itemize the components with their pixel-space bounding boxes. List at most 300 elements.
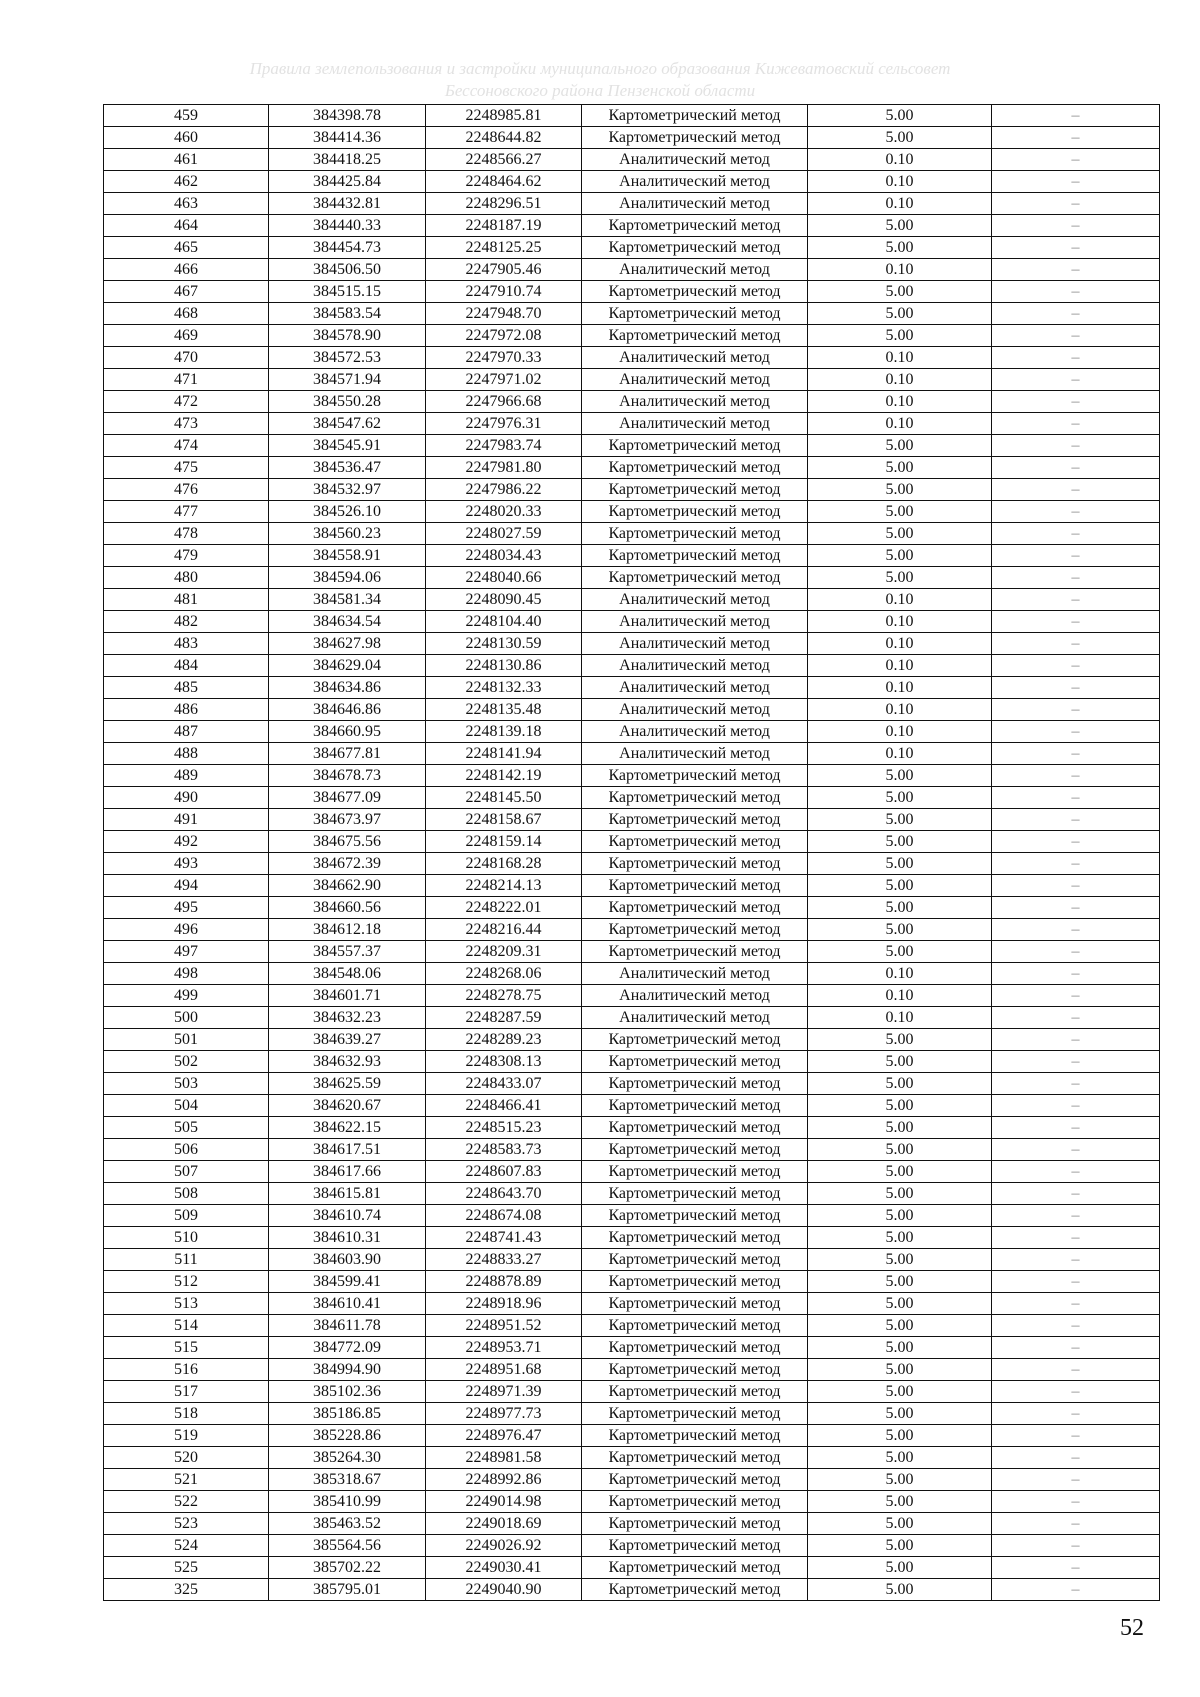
method-cell: Картометрический метод — [582, 479, 808, 501]
point-number-cell: 481 — [104, 589, 269, 611]
note-cell: – — [992, 281, 1160, 303]
note-cell: – — [992, 941, 1160, 963]
note-cell: – — [992, 193, 1160, 215]
y-coordinate-cell: 2247910.74 — [426, 281, 582, 303]
x-coordinate-cell: 384634.54 — [269, 611, 426, 633]
y-coordinate-cell: 2248104.40 — [426, 611, 582, 633]
table-body — [104, 105, 1160, 1601]
note-cell: – — [992, 457, 1160, 479]
method-cell: Картометрический метод — [582, 215, 808, 237]
table-row — [104, 853, 1160, 875]
note-cell: – — [992, 1227, 1160, 1249]
note-cell: – — [992, 347, 1160, 369]
accuracy-cell: 5.00 — [808, 1557, 992, 1579]
method-cell: Картометрический метод — [582, 237, 808, 259]
x-coordinate-cell: 384578.90 — [269, 325, 426, 347]
point-number-cell: 523 — [104, 1513, 269, 1535]
note-cell: – — [992, 1337, 1160, 1359]
note-cell: – — [992, 897, 1160, 919]
point-number-cell: 518 — [104, 1403, 269, 1425]
method-cell: Картометрический метод — [582, 941, 808, 963]
table-row — [104, 1381, 1160, 1403]
table-row — [104, 787, 1160, 809]
table-row — [104, 127, 1160, 149]
y-coordinate-cell: 2249026.92 — [426, 1535, 582, 1557]
note-cell: – — [992, 853, 1160, 875]
table-row — [104, 567, 1160, 589]
y-coordinate-cell: 2248607.83 — [426, 1161, 582, 1183]
y-coordinate-cell: 2248214.13 — [426, 875, 582, 897]
y-coordinate-cell: 2248308.13 — [426, 1051, 582, 1073]
y-coordinate-cell: 2248583.73 — [426, 1139, 582, 1161]
x-coordinate-cell: 384660.56 — [269, 897, 426, 919]
y-coordinate-cell: 2248289.23 — [426, 1029, 582, 1051]
method-cell: Картометрический метод — [582, 1161, 808, 1183]
point-number-cell: 459 — [104, 105, 269, 127]
x-coordinate-cell: 384532.97 — [269, 479, 426, 501]
page-number: 52 — [1120, 1615, 1144, 1641]
y-coordinate-cell: 2248145.50 — [426, 787, 582, 809]
accuracy-cell: 5.00 — [808, 1315, 992, 1337]
note-cell: – — [992, 1205, 1160, 1227]
method-cell: Аналитический метод — [582, 369, 808, 391]
y-coordinate-cell: 2247986.22 — [426, 479, 582, 501]
note-cell: – — [992, 831, 1160, 853]
accuracy-cell: 0.10 — [808, 259, 992, 281]
point-number-cell: 482 — [104, 611, 269, 633]
point-number-cell: 478 — [104, 523, 269, 545]
point-number-cell: 506 — [104, 1139, 269, 1161]
note-cell: – — [992, 1315, 1160, 1337]
note-cell: – — [992, 699, 1160, 721]
y-coordinate-cell: 2248130.59 — [426, 633, 582, 655]
x-coordinate-cell: 384675.56 — [269, 831, 426, 853]
accuracy-cell: 0.10 — [808, 1007, 992, 1029]
y-coordinate-cell: 2247983.74 — [426, 435, 582, 457]
x-coordinate-cell: 385264.30 — [269, 1447, 426, 1469]
y-coordinate-cell: 2248464.62 — [426, 171, 582, 193]
x-coordinate-cell: 384557.37 — [269, 941, 426, 963]
y-coordinate-cell: 2248918.96 — [426, 1293, 582, 1315]
y-coordinate-cell: 2249018.69 — [426, 1513, 582, 1535]
accuracy-cell: 5.00 — [808, 941, 992, 963]
method-cell: Картометрический метод — [582, 523, 808, 545]
table-row — [104, 325, 1160, 347]
point-number-cell: 461 — [104, 149, 269, 171]
y-coordinate-cell: 2248951.68 — [426, 1359, 582, 1381]
note-cell: – — [992, 1513, 1160, 1535]
y-coordinate-cell: 2248125.25 — [426, 237, 582, 259]
table-row — [104, 413, 1160, 435]
table-row — [104, 1491, 1160, 1513]
method-cell: Картометрический метод — [582, 1315, 808, 1337]
note-cell: – — [992, 523, 1160, 545]
x-coordinate-cell: 384673.97 — [269, 809, 426, 831]
accuracy-cell: 5.00 — [808, 1117, 992, 1139]
point-number-cell: 516 — [104, 1359, 269, 1381]
x-coordinate-cell: 384610.31 — [269, 1227, 426, 1249]
y-coordinate-cell: 2248130.86 — [426, 655, 582, 677]
accuracy-cell: 5.00 — [808, 1249, 992, 1271]
table-row — [104, 1469, 1160, 1491]
x-coordinate-cell: 384611.78 — [269, 1315, 426, 1337]
note-cell: – — [992, 919, 1160, 941]
y-coordinate-cell: 2249014.98 — [426, 1491, 582, 1513]
method-cell: Аналитический метод — [582, 721, 808, 743]
table-row — [104, 1447, 1160, 1469]
point-number-cell: 465 — [104, 237, 269, 259]
y-coordinate-cell: 2247970.33 — [426, 347, 582, 369]
point-number-cell: 473 — [104, 413, 269, 435]
x-coordinate-cell: 384610.41 — [269, 1293, 426, 1315]
method-cell: Картометрический метод — [582, 1469, 808, 1491]
method-cell: Картометрический метод — [582, 1095, 808, 1117]
y-coordinate-cell: 2247966.68 — [426, 391, 582, 413]
table-row — [104, 1007, 1160, 1029]
x-coordinate-cell: 384612.18 — [269, 919, 426, 941]
table-row — [104, 919, 1160, 941]
accuracy-cell: 5.00 — [808, 919, 992, 941]
y-coordinate-cell: 2248951.52 — [426, 1315, 582, 1337]
coordinates-table — [103, 104, 1160, 1601]
note-cell: – — [992, 1271, 1160, 1293]
accuracy-cell: 5.00 — [808, 1073, 992, 1095]
x-coordinate-cell: 384627.98 — [269, 633, 426, 655]
note-cell: – — [992, 1029, 1160, 1051]
x-coordinate-cell: 385102.36 — [269, 1381, 426, 1403]
accuracy-cell: 5.00 — [808, 479, 992, 501]
table-row — [104, 1271, 1160, 1293]
y-coordinate-cell: 2248216.44 — [426, 919, 582, 941]
y-coordinate-cell: 2248222.01 — [426, 897, 582, 919]
method-cell: Картометрический метод — [582, 545, 808, 567]
y-coordinate-cell: 2248981.58 — [426, 1447, 582, 1469]
table-row — [104, 1579, 1160, 1601]
table-row — [104, 1425, 1160, 1447]
accuracy-cell: 0.10 — [808, 171, 992, 193]
x-coordinate-cell: 384625.59 — [269, 1073, 426, 1095]
accuracy-cell: 5.00 — [808, 567, 992, 589]
method-cell: Картометрический метод — [582, 765, 808, 787]
accuracy-cell: 5.00 — [808, 325, 992, 347]
accuracy-cell: 5.00 — [808, 831, 992, 853]
method-cell: Картометрический метод — [582, 1139, 808, 1161]
table-row — [104, 1095, 1160, 1117]
x-coordinate-cell: 384594.06 — [269, 567, 426, 589]
point-number-cell: 500 — [104, 1007, 269, 1029]
point-number-cell: 460 — [104, 127, 269, 149]
y-coordinate-cell: 2247972.08 — [426, 325, 582, 347]
point-number-cell: 485 — [104, 677, 269, 699]
x-coordinate-cell: 384601.71 — [269, 985, 426, 1007]
table-row — [104, 633, 1160, 655]
accuracy-cell: 0.10 — [808, 743, 992, 765]
note-cell: – — [992, 413, 1160, 435]
x-coordinate-cell: 384617.51 — [269, 1139, 426, 1161]
note-cell: – — [992, 479, 1160, 501]
accuracy-cell: 5.00 — [808, 1029, 992, 1051]
note-cell: – — [992, 1139, 1160, 1161]
note-cell: – — [992, 391, 1160, 413]
table-row — [104, 1139, 1160, 1161]
point-number-cell: 519 — [104, 1425, 269, 1447]
accuracy-cell: 5.00 — [808, 1161, 992, 1183]
table-row — [104, 875, 1160, 897]
x-coordinate-cell: 384583.54 — [269, 303, 426, 325]
note-cell: – — [992, 567, 1160, 589]
method-cell: Картометрический метод — [582, 809, 808, 831]
point-number-cell: 466 — [104, 259, 269, 281]
point-number-cell: 474 — [104, 435, 269, 457]
point-number-cell: 468 — [104, 303, 269, 325]
y-coordinate-cell: 2248515.23 — [426, 1117, 582, 1139]
point-number-cell: 507 — [104, 1161, 269, 1183]
point-number-cell: 462 — [104, 171, 269, 193]
table-row — [104, 1293, 1160, 1315]
accuracy-cell: 0.10 — [808, 413, 992, 435]
x-coordinate-cell: 384617.66 — [269, 1161, 426, 1183]
point-number-cell: 467 — [104, 281, 269, 303]
accuracy-cell: 0.10 — [808, 963, 992, 985]
accuracy-cell: 5.00 — [808, 765, 992, 787]
table-row — [104, 831, 1160, 853]
table-row — [104, 1205, 1160, 1227]
x-coordinate-cell: 384599.41 — [269, 1271, 426, 1293]
point-number-cell: 496 — [104, 919, 269, 941]
method-cell: Аналитический метод — [582, 963, 808, 985]
point-number-cell: 463 — [104, 193, 269, 215]
note-cell: – — [992, 237, 1160, 259]
y-coordinate-cell: 2248027.59 — [426, 523, 582, 545]
point-number-cell: 505 — [104, 1117, 269, 1139]
x-coordinate-cell: 384677.09 — [269, 787, 426, 809]
method-cell: Картометрический метод — [582, 1447, 808, 1469]
note-cell: – — [992, 1579, 1160, 1601]
y-coordinate-cell: 2247976.31 — [426, 413, 582, 435]
table-row — [104, 1183, 1160, 1205]
point-number-cell: 491 — [104, 809, 269, 831]
point-number-cell: 520 — [104, 1447, 269, 1469]
accuracy-cell: 5.00 — [808, 1227, 992, 1249]
accuracy-cell: 5.00 — [808, 1425, 992, 1447]
accuracy-cell: 5.00 — [808, 545, 992, 567]
y-coordinate-cell: 2248878.89 — [426, 1271, 582, 1293]
table-row — [104, 699, 1160, 721]
accuracy-cell: 5.00 — [808, 1095, 992, 1117]
x-coordinate-cell: 385228.86 — [269, 1425, 426, 1447]
table-row — [104, 1337, 1160, 1359]
x-coordinate-cell: 384629.04 — [269, 655, 426, 677]
point-number-cell: 493 — [104, 853, 269, 875]
y-coordinate-cell: 2248466.41 — [426, 1095, 582, 1117]
accuracy-cell: 5.00 — [808, 1535, 992, 1557]
table-row — [104, 1117, 1160, 1139]
x-coordinate-cell: 384615.81 — [269, 1183, 426, 1205]
accuracy-cell: 5.00 — [808, 457, 992, 479]
x-coordinate-cell: 384425.84 — [269, 171, 426, 193]
method-cell: Картометрический метод — [582, 1183, 808, 1205]
y-coordinate-cell: 2248268.06 — [426, 963, 582, 985]
y-coordinate-cell: 2248159.14 — [426, 831, 582, 853]
method-cell: Картометрический метод — [582, 1051, 808, 1073]
point-number-cell: 497 — [104, 941, 269, 963]
y-coordinate-cell: 2247948.70 — [426, 303, 582, 325]
table-row — [104, 941, 1160, 963]
method-cell: Аналитический метод — [582, 193, 808, 215]
point-number-cell: 469 — [104, 325, 269, 347]
x-coordinate-cell: 384603.90 — [269, 1249, 426, 1271]
y-coordinate-cell: 2248674.08 — [426, 1205, 582, 1227]
point-number-cell: 501 — [104, 1029, 269, 1051]
table-row — [104, 545, 1160, 567]
y-coordinate-cell: 2248566.27 — [426, 149, 582, 171]
accuracy-cell: 5.00 — [808, 787, 992, 809]
x-coordinate-cell: 384414.36 — [269, 127, 426, 149]
y-coordinate-cell: 2248209.31 — [426, 941, 582, 963]
method-cell: Картометрический метод — [582, 325, 808, 347]
note-cell: – — [992, 1491, 1160, 1513]
method-cell: Картометрический метод — [582, 1513, 808, 1535]
method-cell: Картометрический метод — [582, 1491, 808, 1513]
table-row — [104, 1557, 1160, 1579]
table-row — [104, 611, 1160, 633]
accuracy-cell: 5.00 — [808, 281, 992, 303]
note-cell: – — [992, 721, 1160, 743]
point-number-cell: 483 — [104, 633, 269, 655]
table-row — [104, 1535, 1160, 1557]
method-cell: Аналитический метод — [582, 743, 808, 765]
y-coordinate-cell: 2248158.67 — [426, 809, 582, 831]
point-number-cell: 472 — [104, 391, 269, 413]
y-coordinate-cell: 2248644.82 — [426, 127, 582, 149]
method-cell: Аналитический метод — [582, 699, 808, 721]
point-number-cell: 484 — [104, 655, 269, 677]
accuracy-cell: 5.00 — [808, 809, 992, 831]
accuracy-cell: 0.10 — [808, 677, 992, 699]
table-row — [104, 1513, 1160, 1535]
accuracy-cell: 5.00 — [808, 1183, 992, 1205]
point-number-cell: 510 — [104, 1227, 269, 1249]
method-cell: Картометрический метод — [582, 457, 808, 479]
y-coordinate-cell: 2248187.19 — [426, 215, 582, 237]
method-cell: Аналитический метод — [582, 677, 808, 699]
note-cell: – — [992, 1359, 1160, 1381]
header-line-1: Правила землепользования и застройки муниципального образования Кижеватовский сельсовет — [249, 59, 951, 78]
y-coordinate-cell: 2248034.43 — [426, 545, 582, 567]
table-row — [104, 1403, 1160, 1425]
x-coordinate-cell: 384571.94 — [269, 369, 426, 391]
note-cell: – — [992, 501, 1160, 523]
accuracy-cell: 5.00 — [808, 1293, 992, 1315]
note-cell: – — [992, 325, 1160, 347]
accuracy-cell: 0.10 — [808, 611, 992, 633]
point-number-cell: 489 — [104, 765, 269, 787]
table-row — [104, 237, 1160, 259]
point-number-cell: 513 — [104, 1293, 269, 1315]
x-coordinate-cell: 384560.23 — [269, 523, 426, 545]
point-number-cell: 525 — [104, 1557, 269, 1579]
table-row — [104, 897, 1160, 919]
table-row — [104, 655, 1160, 677]
method-cell: Картометрический метод — [582, 1117, 808, 1139]
accuracy-cell: 5.00 — [808, 523, 992, 545]
note-cell: – — [992, 633, 1160, 655]
accuracy-cell: 5.00 — [808, 127, 992, 149]
table-row — [104, 1227, 1160, 1249]
table-row — [104, 1073, 1160, 1095]
x-coordinate-cell: 384526.10 — [269, 501, 426, 523]
x-coordinate-cell: 384622.15 — [269, 1117, 426, 1139]
table-row — [104, 589, 1160, 611]
note-cell: – — [992, 1183, 1160, 1205]
table-row — [104, 369, 1160, 391]
method-cell: Картометрический метод — [582, 1337, 808, 1359]
accuracy-cell: 0.10 — [808, 985, 992, 1007]
method-cell: Аналитический метод — [582, 347, 808, 369]
note-cell: – — [992, 589, 1160, 611]
x-coordinate-cell: 384639.27 — [269, 1029, 426, 1051]
note-cell: – — [992, 1403, 1160, 1425]
note-cell: – — [992, 1073, 1160, 1095]
y-coordinate-cell: 2248168.28 — [426, 853, 582, 875]
y-coordinate-cell: 2248992.86 — [426, 1469, 582, 1491]
accuracy-cell: 5.00 — [808, 501, 992, 523]
note-cell: – — [992, 369, 1160, 391]
table-row — [104, 1315, 1160, 1337]
table-row — [104, 435, 1160, 457]
x-coordinate-cell: 385186.85 — [269, 1403, 426, 1425]
accuracy-cell: 5.00 — [808, 1139, 992, 1161]
x-coordinate-cell: 384515.15 — [269, 281, 426, 303]
method-cell: Аналитический метод — [582, 171, 808, 193]
accuracy-cell: 0.10 — [808, 391, 992, 413]
method-cell: Картометрический метод — [582, 1205, 808, 1227]
method-cell: Картометрический метод — [582, 1535, 808, 1557]
table-row — [104, 215, 1160, 237]
method-cell: Картометрический метод — [582, 787, 808, 809]
accuracy-cell: 5.00 — [808, 105, 992, 127]
table-row — [104, 479, 1160, 501]
x-coordinate-cell: 384432.81 — [269, 193, 426, 215]
method-cell: Картометрический метод — [582, 875, 808, 897]
method-cell: Картометрический метод — [582, 919, 808, 941]
method-cell: Картометрический метод — [582, 1579, 808, 1601]
x-coordinate-cell: 385702.22 — [269, 1557, 426, 1579]
accuracy-cell: 5.00 — [808, 1469, 992, 1491]
point-number-cell: 499 — [104, 985, 269, 1007]
table-row — [104, 391, 1160, 413]
method-cell: Картометрический метод — [582, 435, 808, 457]
point-number-cell: 512 — [104, 1271, 269, 1293]
method-cell: Картометрический метод — [582, 1403, 808, 1425]
note-cell: – — [992, 303, 1160, 325]
y-coordinate-cell: 2248020.33 — [426, 501, 582, 523]
accuracy-cell: 5.00 — [808, 1447, 992, 1469]
accuracy-cell: 5.00 — [808, 1491, 992, 1513]
accuracy-cell: 5.00 — [808, 1271, 992, 1293]
accuracy-cell: 5.00 — [808, 1337, 992, 1359]
x-coordinate-cell: 384672.39 — [269, 853, 426, 875]
method-cell: Картометрический метод — [582, 1359, 808, 1381]
point-number-cell: 325 — [104, 1579, 269, 1601]
x-coordinate-cell: 384772.09 — [269, 1337, 426, 1359]
x-coordinate-cell: 384398.78 — [269, 105, 426, 127]
point-number-cell: 470 — [104, 347, 269, 369]
method-cell: Аналитический метод — [582, 391, 808, 413]
note-cell: – — [992, 215, 1160, 237]
accuracy-cell: 5.00 — [808, 1051, 992, 1073]
point-number-cell: 490 — [104, 787, 269, 809]
